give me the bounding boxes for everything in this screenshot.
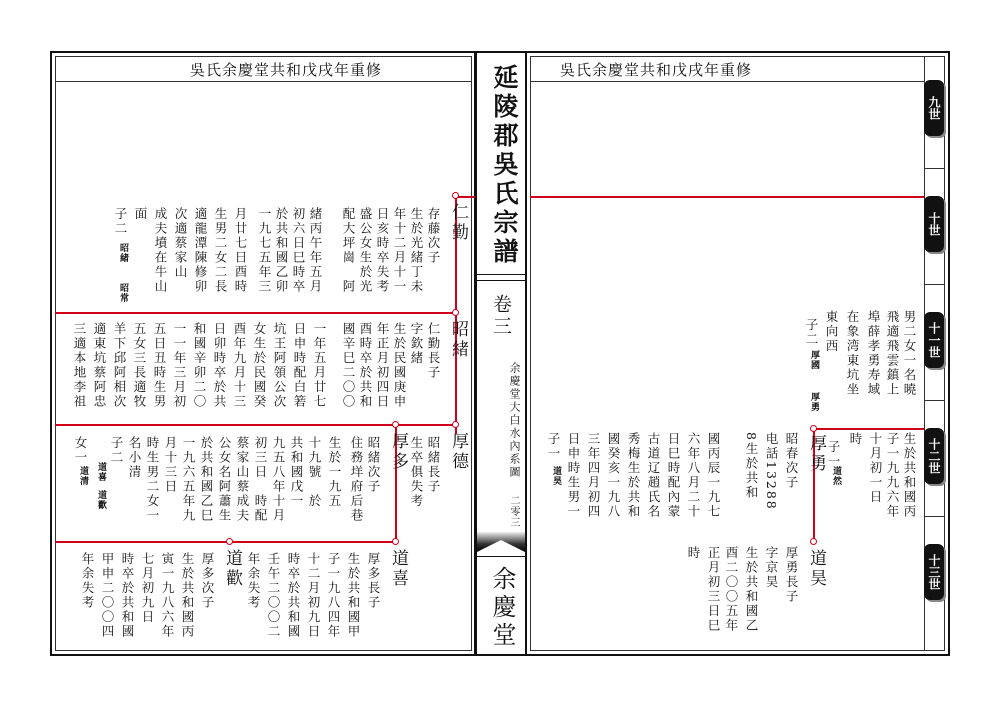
- left-header: 吳氏余慶堂共和戊戌年重修: [190, 61, 383, 79]
- row3-col: 一九六五年九: [181, 436, 196, 523]
- child-name: 道歡: [96, 490, 106, 510]
- tab-rule-4: [924, 516, 945, 517]
- tab-rule-2: [924, 284, 945, 285]
- row1-col: 配大坪崗 阿: [341, 207, 356, 294]
- right-mid-col: 秀梅生於共和: [626, 432, 641, 519]
- right-mid-col: 8生於共和: [744, 432, 759, 500]
- node-dot-daohuan: [226, 538, 233, 545]
- child-name: 道清: [78, 466, 88, 486]
- row3-col: 九五八年十月: [271, 436, 286, 523]
- tab-gen-9[interactable]: 九世: [924, 80, 944, 136]
- person-name-daohuan: 道歡: [222, 549, 242, 589]
- row3-col: 住務垟府后巷: [349, 436, 364, 523]
- row4-col: 生於共和國甲: [346, 552, 361, 639]
- row3-col: 昭緒長子: [426, 436, 441, 494]
- spine-rule-1: [476, 274, 525, 275]
- row4-col: 時卒於共和國: [286, 552, 301, 639]
- row3-col: 時生男二女一: [145, 436, 160, 523]
- person-name-daohao: 道昊: [806, 549, 826, 589]
- row2-col: 一一年三月初: [172, 322, 187, 409]
- spine-subtitle: 余慶堂大白水內系圖: [508, 362, 521, 479]
- person-name-zhaoxu: 昭緒: [448, 320, 468, 360]
- right-low-col: 正月初三日巳: [706, 546, 721, 633]
- person-name-houduo: 厚多: [388, 432, 408, 472]
- row3-col: 生卒俱失考: [409, 436, 424, 509]
- row3-col: 共和國戊一: [289, 436, 304, 509]
- row1-col: 成夫墳在牛山: [153, 207, 168, 294]
- lineage-line-right-top: [530, 196, 924, 198]
- right-header: 吳氏余慶堂共和戊戌年重修: [560, 61, 753, 79]
- right-low-col: 生於共和國乙: [744, 546, 759, 633]
- row3-col: 公女名阿蕭生: [217, 436, 232, 523]
- right-mid-col: 子一: [546, 432, 561, 461]
- row2-col: 生於民國庚申: [392, 322, 407, 409]
- right-mid-col: 國丙辰一九七: [706, 432, 721, 519]
- right-mid-col: 三年四月初四: [586, 432, 601, 519]
- tab-rule-3: [924, 400, 945, 401]
- tab-gen-12[interactable]: 十二世: [924, 428, 944, 484]
- row2-col: 酉時卒於共和: [358, 322, 373, 409]
- right-header-rule: [530, 81, 924, 82]
- row2-col: 五日丑時生男: [152, 322, 167, 409]
- row2-col: 仁勤長子: [426, 322, 441, 380]
- child-name: 厚國: [809, 350, 819, 370]
- right-mid-col: 六年八月二十: [686, 432, 701, 519]
- lineage-line-row1: [55, 312, 456, 314]
- row3-col: 名小清: [127, 436, 142, 480]
- right-top-col: 生於共和國丙: [902, 432, 917, 519]
- right-top-col: 飛適飛雲鎮上: [885, 310, 900, 397]
- row2-col: 和國辛卯二〇: [192, 322, 207, 409]
- row4-col: 寅一九八六年: [160, 552, 175, 639]
- row3-col: 蔡家山蔡成夫: [235, 436, 250, 523]
- row4-col: 年余失考: [246, 552, 261, 610]
- right-top-col: 東向西: [824, 310, 839, 354]
- right-top-col: 男二女一名曉: [902, 310, 917, 397]
- row1-col: 存藤次子: [426, 207, 441, 265]
- right-low-col: 時: [686, 546, 701, 561]
- row4-col: 生於共和國丙: [180, 552, 195, 639]
- spine-rule-3: [476, 556, 525, 557]
- row1-col: 月廿七日酉時: [233, 207, 248, 294]
- row2-col: 適東坑蔡阿忠: [92, 322, 107, 409]
- right-top-col: 子二: [804, 318, 819, 347]
- row1-col: 生男二女二長: [213, 207, 228, 294]
- child-name: 道昊: [551, 466, 561, 486]
- row2-col: 五女三長適牧: [132, 322, 147, 409]
- row1-col: 子二: [113, 207, 128, 236]
- child-name: 厚勇: [809, 392, 819, 412]
- row4-col: 十二月初九日: [306, 552, 321, 639]
- row2-col: 坑王阿領公次: [272, 322, 287, 409]
- tab-gen-10[interactable]: 十世: [924, 196, 944, 252]
- row2-col: 字欽緒: [409, 322, 424, 366]
- row1-col: 初六日巳時卒: [291, 207, 306, 294]
- row2-col: 酉年九月十三: [232, 322, 247, 409]
- spine-page-number: 二零三: [508, 495, 519, 528]
- node-dot-houde: [452, 421, 459, 428]
- row4-col: 七月初九日: [140, 552, 155, 625]
- right-mid-col: 日巳時配內蒙: [666, 432, 681, 519]
- child-name: 道然: [831, 466, 841, 486]
- spine-hall: 余慶堂: [488, 566, 516, 650]
- node-dot-daoxi: [392, 538, 399, 545]
- row4-col: 厚多長子: [366, 552, 381, 610]
- spine-rule-2: [476, 280, 525, 281]
- row2-col: 三適本地李祖: [72, 322, 87, 409]
- spine-volume: 卷三: [490, 294, 512, 338]
- right-mid-col: 电話13288: [764, 432, 779, 511]
- person-name-renqin: 仁勤: [448, 203, 468, 243]
- row2-col: 羊下邱阿相次: [112, 322, 127, 409]
- row3-col: 月十三日: [163, 436, 178, 494]
- row2-col: 日申時配白箬: [292, 322, 307, 409]
- row4-col: 壬午二〇〇二: [266, 552, 281, 639]
- row1-col: 年十二月十一: [392, 207, 407, 294]
- row2-col: 國辛巳二〇〇: [341, 322, 356, 409]
- node-dot-renqin: [452, 192, 459, 199]
- row3-col: 十九號 於: [307, 436, 322, 509]
- row3-col: 於共和國乙巳: [199, 436, 214, 523]
- tab-gen-13[interactable]: 十三世: [924, 544, 944, 600]
- right-mid-col: 昭春次子: [784, 432, 799, 490]
- spine-title: 延陵郡吳氏宗譜: [490, 64, 519, 267]
- row3-col: 生於一九五: [327, 436, 342, 509]
- person-name-houyong: 厚勇: [806, 434, 826, 474]
- right-low-col: 字京昊: [764, 546, 779, 590]
- tab-gen-11[interactable]: 十一世: [924, 312, 944, 368]
- child-name: 昭常: [118, 283, 128, 303]
- person-name-houde: 厚德: [448, 432, 468, 472]
- right-top-col: 埠薛孝勇寿域: [866, 310, 881, 397]
- row1-col: 次適蔡家山: [173, 207, 188, 280]
- row4-col: 厚多次子: [200, 552, 215, 610]
- tab-rule-1: [924, 168, 945, 169]
- row1-col: 面: [133, 207, 148, 222]
- right-mid-col: 國癸亥一九八: [606, 432, 621, 519]
- row1-col: 一九七五年三: [257, 207, 272, 294]
- node-dot-daohao: [810, 538, 817, 545]
- row1-col: 生於光緒丁未: [409, 207, 424, 294]
- row4-col: 甲申二〇〇四: [100, 552, 115, 639]
- right-mid-col: 日申時生男一: [566, 432, 581, 519]
- row4-col: 子一九八四年: [326, 552, 341, 639]
- right-top-col: 在象湾東坑坐: [845, 310, 860, 397]
- row2-col: 女生於民國癸: [252, 322, 267, 409]
- row1-col: 於共和國乙卯: [274, 207, 289, 294]
- child-name: 昭緒: [118, 243, 128, 263]
- right-top-col: 十月初一日: [868, 432, 883, 505]
- node-dot-houduo: [392, 421, 399, 428]
- row2-col: 一年五月廿七: [312, 322, 327, 409]
- row1-col: 緒丙午年五月: [308, 207, 323, 294]
- child-name: 道喜: [96, 462, 106, 482]
- node-dot-zhaoxu: [452, 309, 459, 316]
- right-top-col: 子一九九六年: [885, 432, 900, 519]
- row2-col: 日卯時卒於共: [212, 322, 227, 409]
- row4-col: 時卒於共和國: [120, 552, 135, 639]
- lineage-line-right-mid: [813, 428, 924, 430]
- person-name-daoxi: 道喜: [388, 549, 408, 589]
- right-low-col: 酉二〇〇五年: [724, 546, 739, 633]
- row2-col: 年正月初四日: [375, 322, 390, 409]
- left-header-rule: [55, 81, 472, 82]
- right-top-col: 子一: [826, 440, 841, 469]
- row4-col: 年余失考: [80, 552, 95, 610]
- right-top-col: 時: [848, 432, 863, 447]
- row3-col: 子二: [109, 436, 124, 465]
- row3-col: 昭緒次子: [366, 436, 381, 494]
- row1-col: 盛公女生於光: [358, 207, 373, 294]
- row1-col: 日亥時卒失考: [375, 207, 390, 294]
- row3-col: 初三日 時配: [253, 436, 268, 523]
- right-low-col: 厚勇長子: [784, 546, 799, 604]
- row3-col: 女一: [73, 436, 88, 465]
- row1-col: 適龍潭陳修卯: [193, 207, 208, 294]
- node-dot-houyong: [810, 425, 817, 432]
- right-mid-col: 古道辽趙氏名: [646, 432, 661, 519]
